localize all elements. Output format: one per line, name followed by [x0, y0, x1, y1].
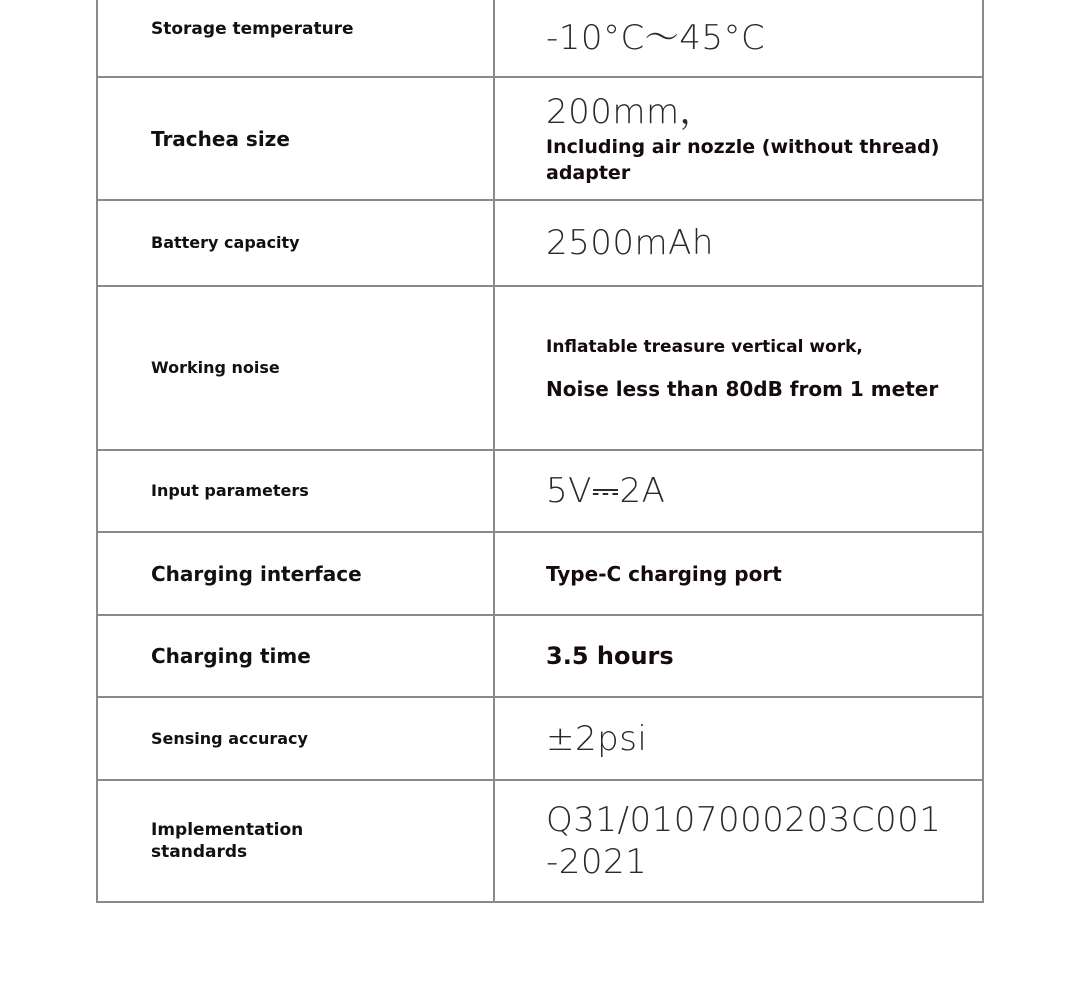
spec-label: Implementation: [151, 820, 304, 840]
spec-value-detail: Noise less than 80dB from 1 meter: [546, 377, 939, 401]
spec-label-cell: [97, 77, 494, 200]
spec-value-cell: [494, 780, 983, 902]
spec-label: Working noise: [151, 358, 280, 377]
spec-label: Sensing accuracy: [151, 728, 308, 748]
spec-value: 3.5 hours: [546, 642, 674, 670]
spec-value: 2500mAh: [546, 223, 714, 263]
spec-label: Trachea size: [151, 126, 290, 151]
spec-row-trachea-size: [97, 77, 983, 200]
specification-table: [96, 0, 984, 903]
spec-label: Charging time: [151, 644, 311, 668]
spec-value: Inflatable treasure vertical work,: [546, 337, 863, 357]
spec-label-cell: [97, 0, 494, 77]
spec-row-implementation-standards: [97, 780, 983, 902]
spec-value: Type-C charging port: [546, 561, 782, 586]
spec-label: Input parameters: [151, 481, 309, 500]
spec-value: Q31/0107000203C001: [546, 800, 942, 840]
spec-label-cell: [97, 532, 494, 615]
spec-label-line2: standards: [151, 842, 248, 862]
spec-value-cell: [494, 0, 983, 77]
spec-label-cell: [97, 780, 494, 902]
spec-value-cell: [494, 615, 983, 697]
spec-label-cell: [97, 200, 494, 286]
spec-row-storage-temperature: [97, 0, 983, 77]
spec-label: Charging interface: [151, 561, 362, 586]
spec-value-cell: [494, 532, 983, 615]
spec-label-cell: [97, 697, 494, 780]
spec-label-cell: [97, 286, 494, 450]
spec-value-cell: [494, 200, 983, 286]
spec-value-line2: -2021: [546, 842, 648, 882]
spec-row-sensing-accuracy: [97, 697, 983, 780]
spec-label: Storage temperature: [151, 19, 354, 39]
spec-row-charging-interface: [97, 532, 983, 615]
spec-value: 5V⎓2A: [546, 471, 666, 511]
spec-value-cell: [494, 77, 983, 200]
spec-value-cell: [494, 286, 983, 450]
spec-value: -10°C～45°C: [546, 18, 766, 58]
spec-row-working-noise: [97, 286, 983, 450]
spec-label-cell: [97, 450, 494, 532]
spec-value: 200mm，: [546, 91, 715, 132]
spec-value: ±2psi: [546, 718, 648, 759]
spec-value-cell: [494, 697, 983, 780]
spec-value-detail: Including air nozzle (without thread) adapter: [546, 135, 940, 184]
spec-row-charging-time: [97, 615, 983, 697]
spec-value-cell: [494, 450, 983, 532]
spec-row-input-parameters: [97, 450, 983, 532]
spec-row-battery-capacity: [97, 200, 983, 286]
spec-label: Battery capacity: [151, 233, 300, 252]
spec-label-cell: [97, 615, 494, 697]
